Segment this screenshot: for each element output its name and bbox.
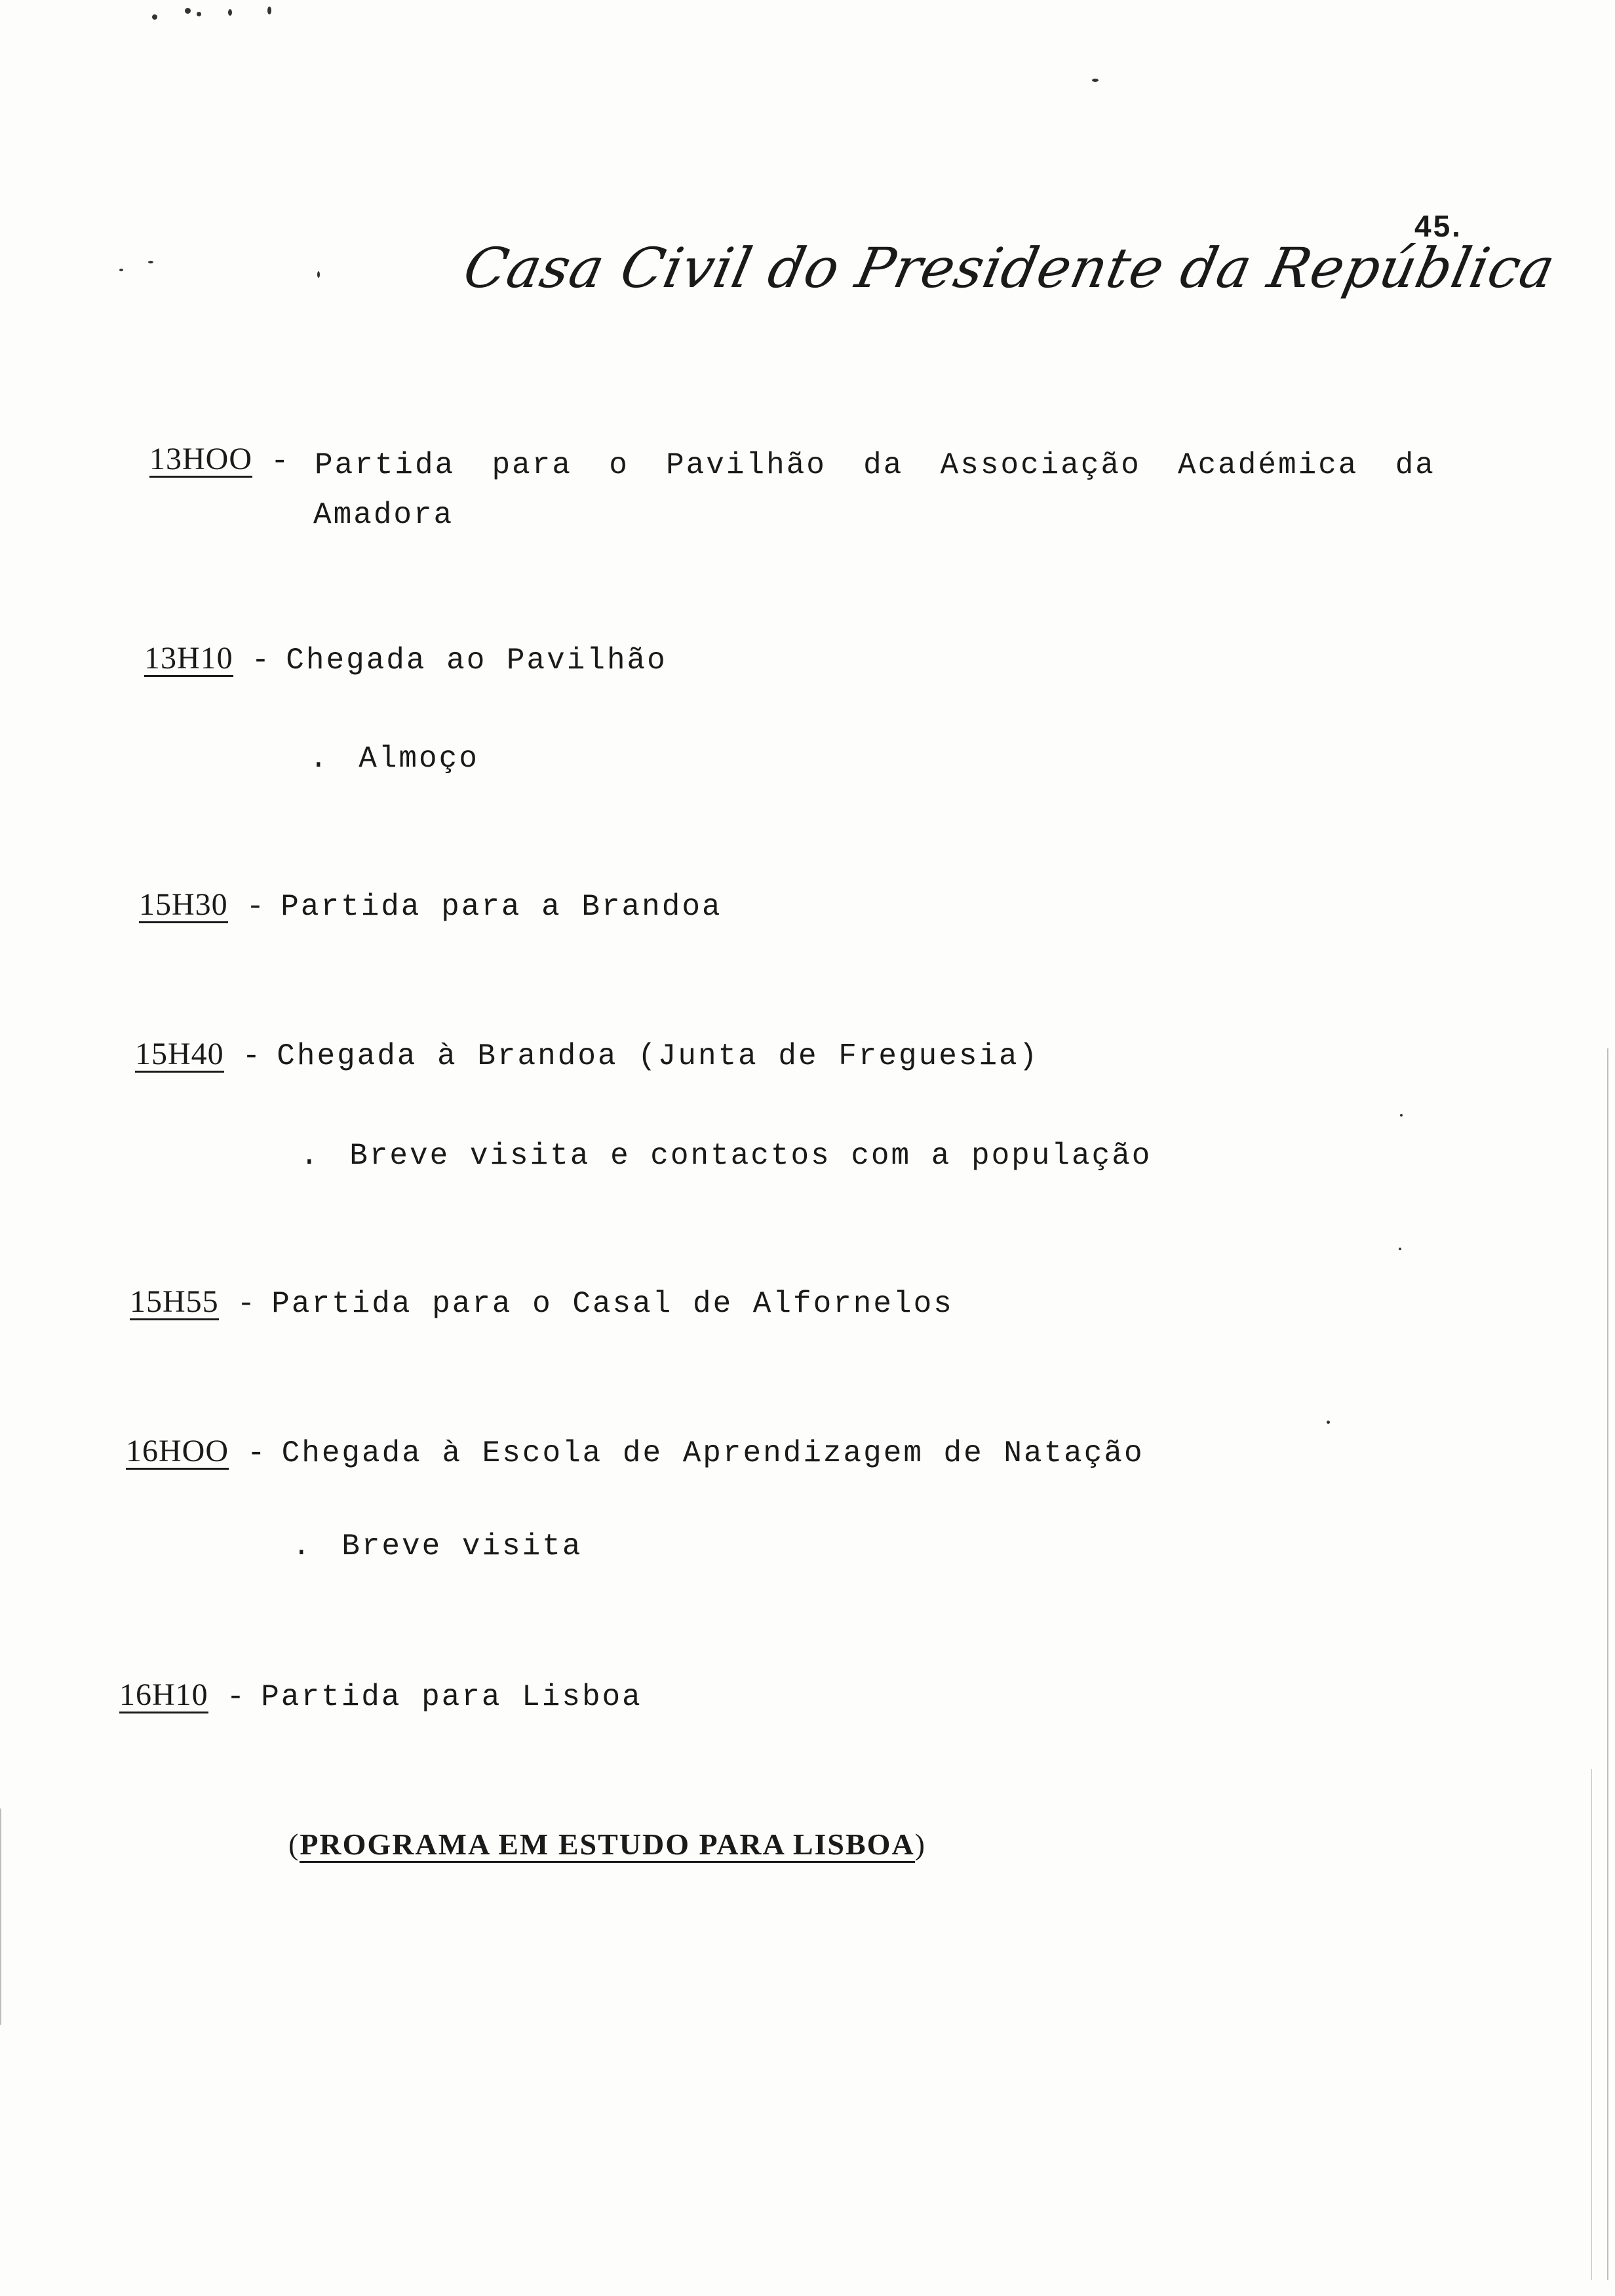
entry-dash: - (247, 1436, 267, 1470)
scan-speck (119, 269, 123, 271)
entry-text-line: Amadora (313, 498, 454, 532)
entry-time: 15H55 (130, 1286, 219, 1320)
entry-note (300, 1139, 1152, 1173)
scan-speck (152, 14, 157, 20)
word: da (1395, 448, 1435, 482)
entry-dash: - (242, 1039, 263, 1073)
footer-text: PROGRAMA EM ESTUDO PARA LISBOA (300, 1827, 914, 1863)
bullet-mark: . (292, 1529, 313, 1563)
entry-time: 15H40 (135, 1038, 224, 1073)
schedule-entry (126, 1435, 1144, 1470)
schedule-entry (139, 889, 722, 924)
entry-text: Partida para Lisboa (261, 1680, 642, 1714)
scan-margin-line (1591, 1769, 1592, 2280)
entry-text: Chegada ao Pavilhão (286, 643, 667, 678)
bullet-mark: . (300, 1139, 321, 1173)
schedule-entry (144, 642, 667, 678)
scan-speck (1092, 79, 1099, 82)
scan-speck (1327, 1421, 1330, 1424)
entry-text: Chegada à Brandoa (Junta de Freguesia) (277, 1039, 1040, 1073)
footer-note (288, 1827, 926, 1862)
word: Associação (940, 448, 1141, 482)
entry-time: 13H10 (144, 642, 233, 677)
entry-time: 16H10 (119, 1679, 208, 1713)
entry-note-text: Breve visita (341, 1529, 583, 1563)
scan-speck (228, 9, 232, 16)
footer-open-paren: ( (288, 1827, 300, 1861)
entry-note (309, 742, 479, 776)
scan-speck (1399, 1248, 1401, 1250)
entry-dash: - (237, 1287, 258, 1321)
scan-margin-line (0, 1808, 1, 2025)
schedule-entry (135, 1038, 1039, 1073)
entry-note (292, 1529, 582, 1563)
bullet-mark: . (309, 742, 330, 776)
scan-speck (267, 7, 271, 14)
scan-margin-line (1607, 1048, 1608, 2280)
entry-text: Chegada à Escola de Aprendizagem de Natação (281, 1436, 1144, 1470)
page-number: 45. (1414, 209, 1462, 243)
entry-dash: - (226, 1680, 247, 1714)
entry-text: Partida para a Brandoa (281, 890, 722, 924)
schedule-entry (119, 1679, 642, 1714)
word: Partida (315, 448, 456, 482)
scan-speck (317, 271, 320, 278)
entry-text: Partida para o Casal de Alfornelos (271, 1287, 954, 1321)
entry-time: 16HOO (126, 1435, 229, 1470)
scan-speck (185, 8, 191, 14)
word: o (609, 448, 629, 482)
schedule-entry (149, 443, 291, 478)
schedule-entry (130, 1286, 954, 1321)
scan-speck (148, 261, 153, 263)
word: Pavilhão (666, 448, 827, 482)
entry-time: 13HOO (149, 443, 252, 478)
scan-speck (1400, 1114, 1403, 1117)
word: da (863, 448, 904, 482)
word: para (492, 448, 572, 482)
entry-note-text: Almoço (359, 742, 479, 776)
entry-dash: - (246, 890, 267, 924)
entry-dash: - (251, 643, 272, 678)
entry-text-line-justified (315, 448, 1435, 482)
letterhead: Casa Civil do Presidente da República (458, 236, 1561, 300)
entry-time: 15H30 (139, 889, 228, 923)
entry-dash: - (271, 444, 291, 478)
word: Académica (1177, 448, 1359, 482)
footer-close-paren: ) (914, 1827, 926, 1861)
scan-speck (197, 12, 201, 16)
entry-note-text: Breve visita e contactos com a população (349, 1139, 1152, 1173)
